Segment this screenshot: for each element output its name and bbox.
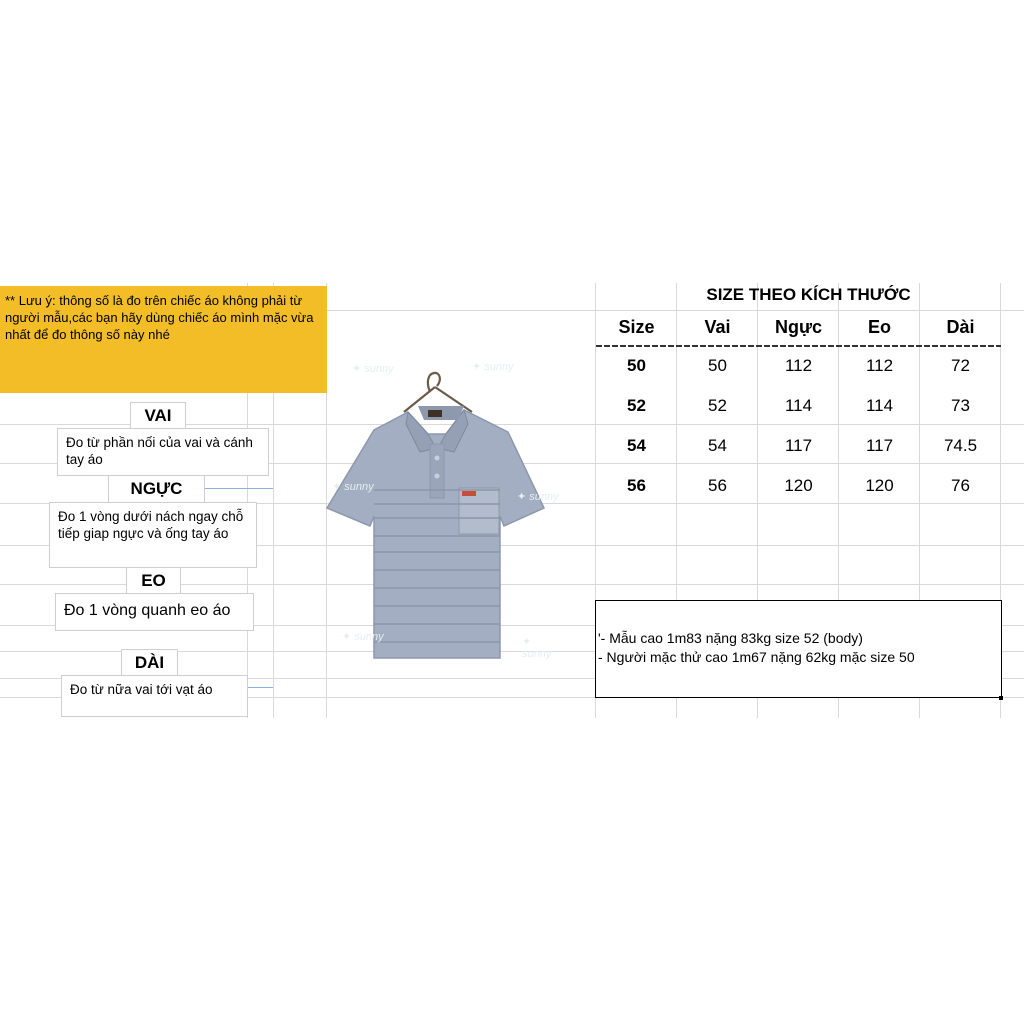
table-cell: 73 [951, 396, 970, 415]
table-row [596, 346, 1001, 386]
column-header: Vai [704, 316, 731, 337]
size-table-title: SIZE THEO KÍCH THƯỚC [706, 285, 911, 304]
table-cell: 54 [627, 436, 646, 455]
polo-shirt-image [322, 340, 562, 680]
table-cell: 117 [865, 436, 894, 455]
table-cell: 50 [627, 356, 646, 375]
table-row [596, 386, 1001, 426]
model-note [595, 600, 1002, 698]
label-nguc: NGỰC [108, 475, 205, 503]
table-cell: 52 [627, 396, 646, 415]
table-cell: 54 [708, 436, 727, 455]
desc-nguc: Đo 1 vòng dưới nách ngay chỗ tiếp giap ngực và ống tay áo [49, 502, 257, 568]
measurement-note-text: ** Lưu ý: thông số là đo trên chiếc áo không phải từ người mẫu,các bạn hãy dùng chiếc áo mình mặc vừa nhất để đo thông số này nhé [5, 293, 314, 342]
table-cell: 72 [951, 356, 970, 375]
table-cell: 56 [627, 476, 646, 495]
model-note-line: - Người mặc thử cao 1m67 nặng 62kg mặc size 50 [598, 649, 915, 665]
resize-handle[interactable] [999, 696, 1003, 700]
desc-eo: Đo 1 vòng quanh eo áo [55, 593, 254, 631]
desc-vai: Đo từ phần nối của vai và cánh tay áo [57, 428, 269, 476]
model-note-line: '- Mẫu cao 1m83 nặng 83kg size 52 (body) [598, 630, 863, 646]
table-cell: 114 [865, 396, 894, 415]
connector-line [205, 488, 273, 489]
table-cell: 76 [951, 476, 970, 495]
label-eo: EO [126, 567, 181, 595]
product-image: ✦ sunny ✦ sunny ✦ sunny ✦ sunny ✦ sunny ✦ sunny [322, 340, 562, 680]
table-cell: 74.5 [943, 436, 978, 455]
connector-line [248, 687, 273, 688]
label-dai: DÀI [121, 649, 178, 677]
table-header-row [596, 308, 1001, 346]
label-vai: VAI [130, 402, 186, 430]
column-header: Size [618, 316, 655, 337]
table-cell: 117 [784, 436, 813, 455]
table-cell: 112 [865, 356, 894, 375]
table-row [596, 426, 1001, 466]
column-header: Dài [946, 316, 975, 337]
measurement-note [0, 286, 327, 393]
table-cell: 112 [784, 356, 813, 375]
column-header: Ngực [774, 316, 823, 337]
size-table [596, 308, 1001, 506]
table-cell: 120 [865, 476, 894, 495]
table-cell: 52 [708, 396, 727, 415]
table-cell: 50 [708, 356, 727, 375]
header-divider [596, 345, 1001, 347]
table-row [596, 466, 1001, 506]
table-cell: 120 [784, 476, 813, 495]
table-cell: 114 [784, 396, 813, 415]
desc-dai: Đo từ nữa vai tới vạt áo [61, 675, 248, 717]
column-header: Eo [867, 316, 891, 337]
table-cell: 56 [708, 476, 727, 495]
